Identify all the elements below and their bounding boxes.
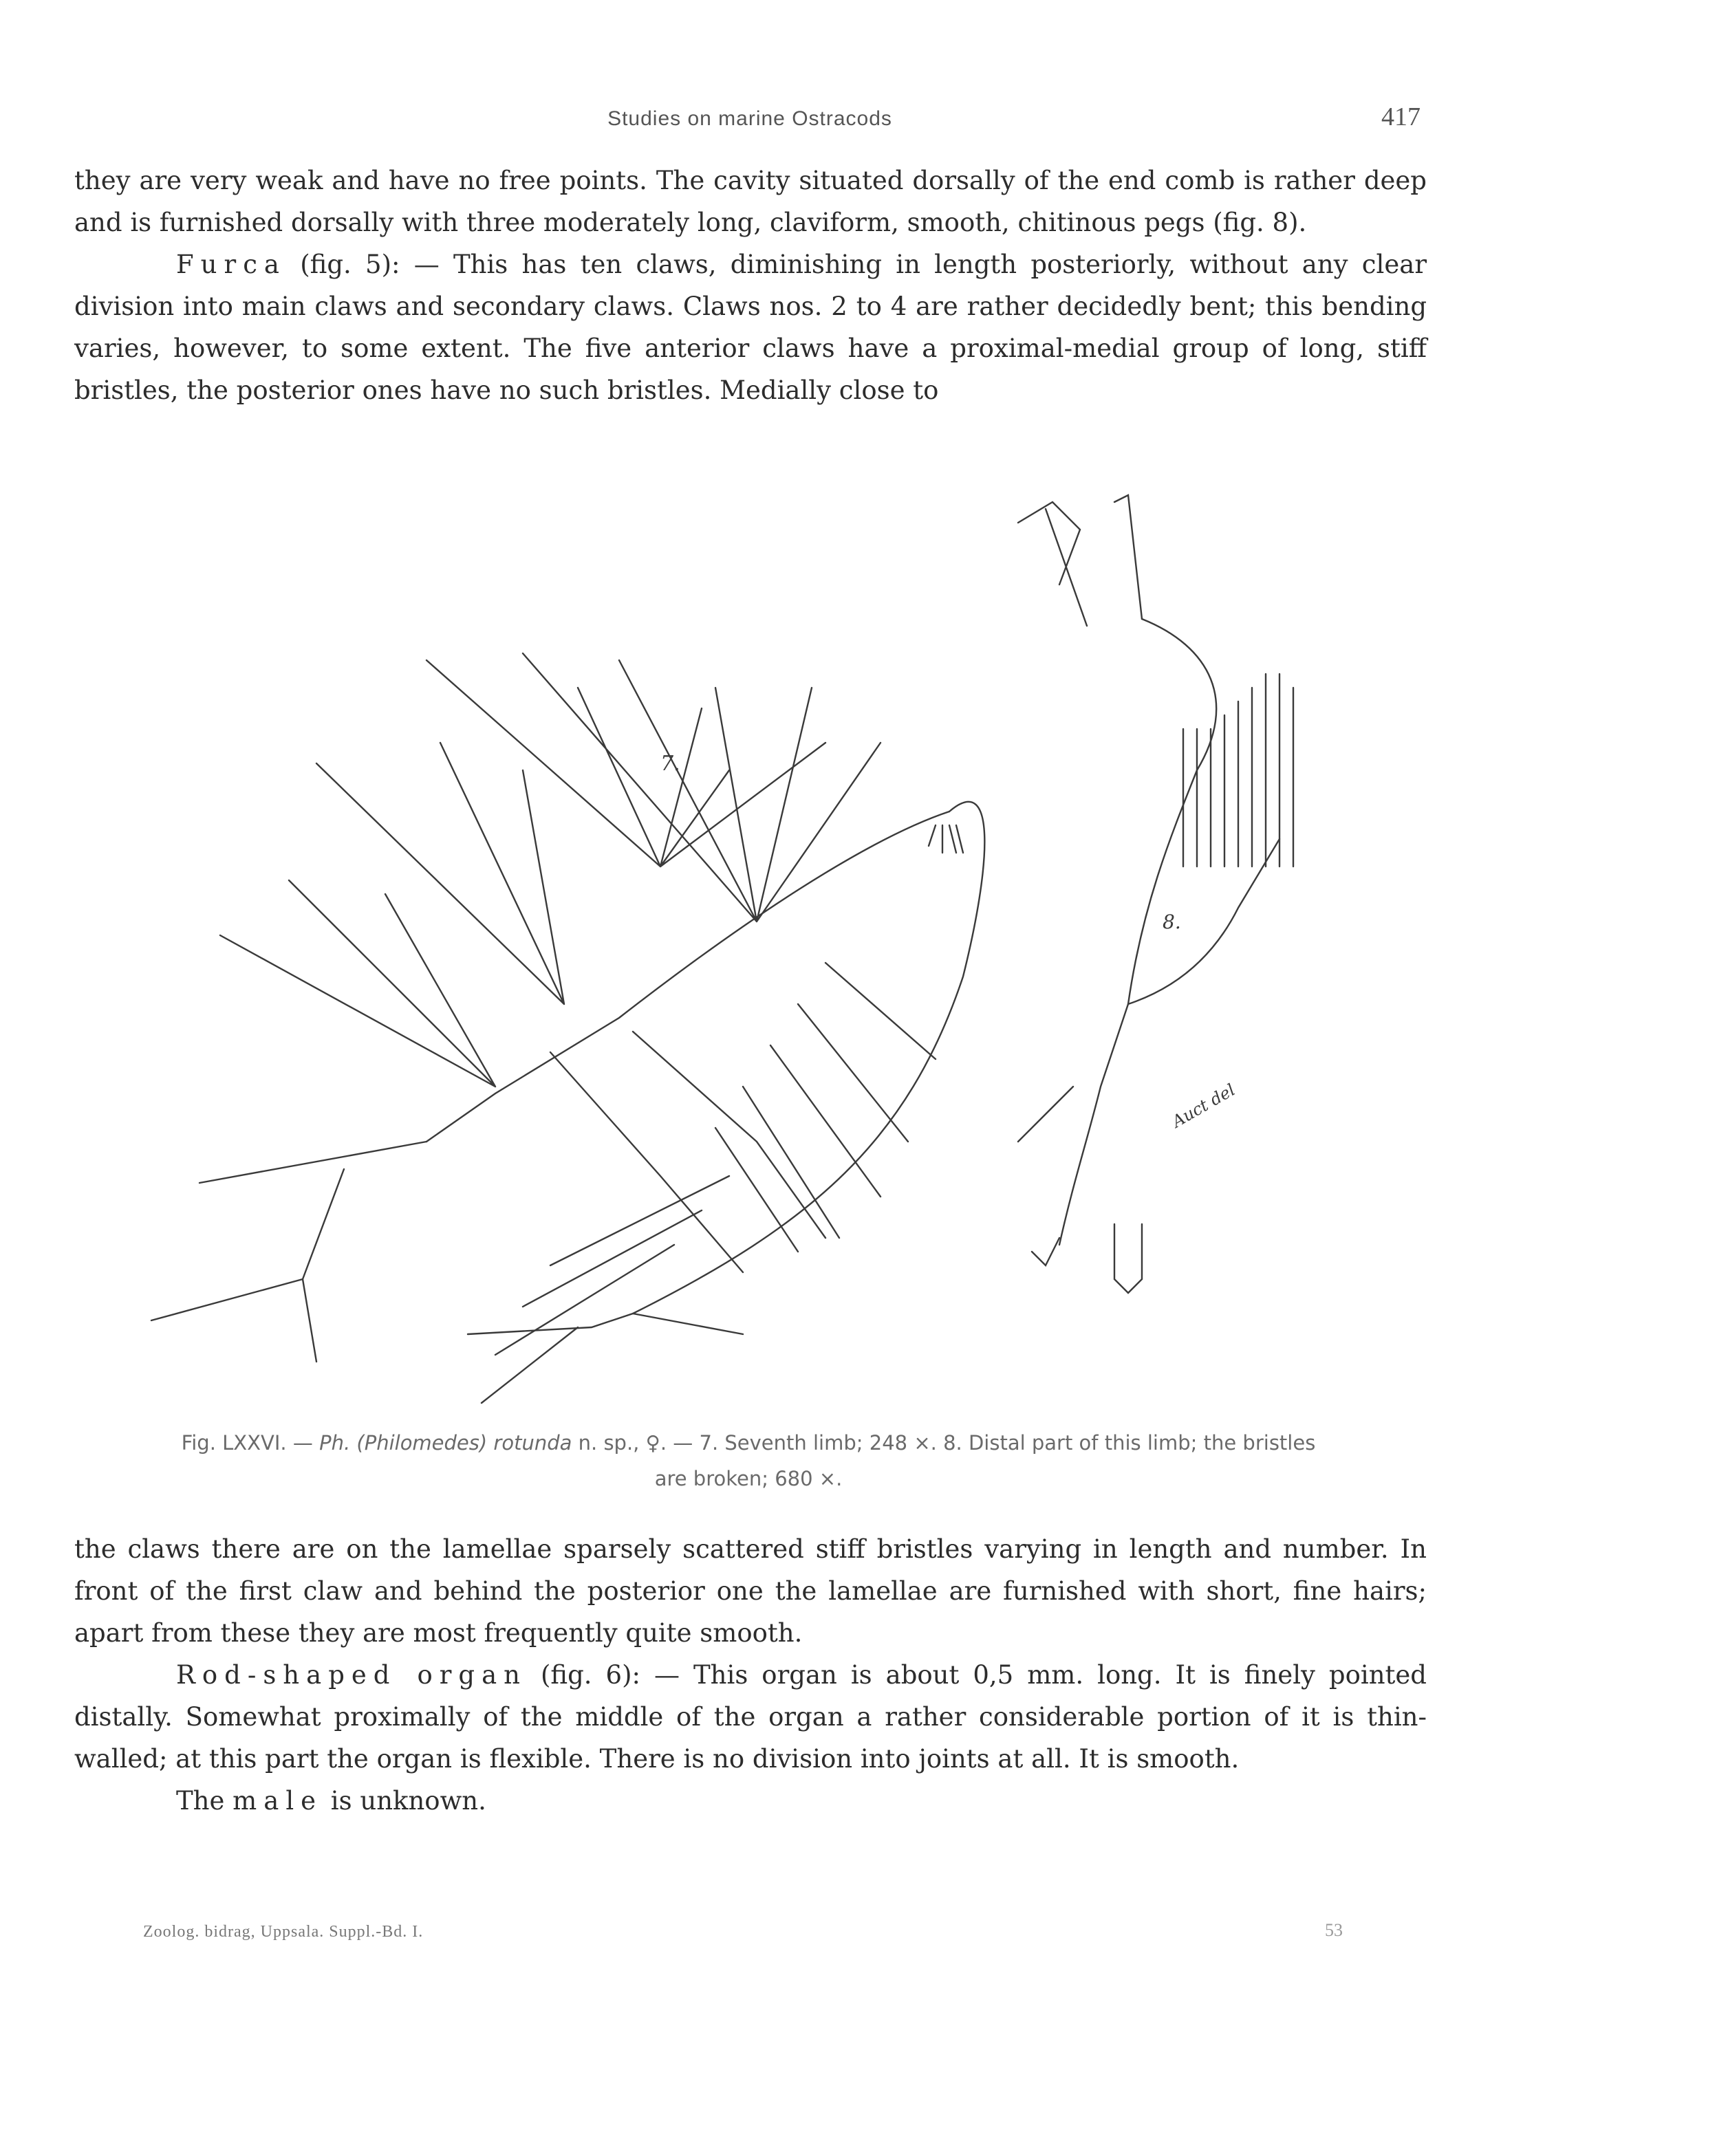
caption-taxon: Ph. (Philomedes) rotunda (319, 1431, 572, 1455)
figure-caption (69, 1425, 1428, 1496)
paragraph-text: The (176, 1786, 233, 1816)
header-title: Studies on marine Ostracods (607, 107, 892, 130)
paragraph (74, 1780, 1427, 1822)
artist-signature: Auct del (1169, 1080, 1239, 1132)
caption-prefix: Fig. LXXVI. — (181, 1431, 320, 1455)
text-block-top (74, 160, 1427, 411)
page-number: 417 (1381, 102, 1421, 131)
caption-line-2: are broken; 680 ×. (654, 1467, 843, 1490)
figure-illustration (138, 481, 1376, 1417)
figure-label-7: 7. (660, 752, 680, 776)
caption-text: n. sp., ♀. — 7. Seventh limb; 248 ×. 8. Distal part of this limb; the bristles (572, 1431, 1316, 1455)
paragraph-text: (fig. 5): — This has ten claws, diminishing in length posteriorly, without any clear division into main claws and secondary claws. Claws nos. 2 to 4 are rather decidedly bent; this bending varies, however, to some extent. The five anterior claws have a proximal-medial group of long, stiff bristles, the posterior ones have no such bristles. Medially close to (74, 250, 1427, 405)
paragraph (74, 1654, 1427, 1780)
figure-label-8: 8. (1163, 911, 1181, 933)
caption-line-1 (69, 1425, 1428, 1461)
paragraph (74, 243, 1427, 411)
paragraph: they are very weak and have no free points. The cavity situated dorsally of the end comb is rather deep and is furnished dorsally with three moderately long, claviform, smooth, chitinous pegs (fig. 8). (74, 166, 1427, 237)
footer-citation: Zoolog. bidrag, Uppsala. Suppl.-Bd. I. (143, 1923, 424, 1941)
paragraph: the claws there are on the lamellae sparsely scattered stiff bristles varying in length and number. In front of the first claw and behind the posterior one the lamellae are furnished with short, fine hairs; apart from these they are most frequently quite smooth. (74, 1534, 1427, 1648)
text-block-bottom (74, 1528, 1427, 1822)
spaced-term: Rod-shaped organ (176, 1660, 527, 1690)
figure-8-drawing (1018, 495, 1293, 1293)
paragraph-text: is unknown. (323, 1786, 486, 1816)
paragraph-text: (fig. 6): — This organ is about 0,5 mm. long. It is finely pointed distally. Somewhat proximally of the middle of the organ a rather considerable portion of it is thin-walled; at this part the organ is flexible. There is no division into joints at all. It is smooth. (74, 1660, 1427, 1774)
spaced-term: male (233, 1786, 323, 1816)
limb-drawing (138, 481, 1376, 1417)
signature-mark: 53 (1325, 1920, 1343, 1940)
figure-7-drawing (151, 653, 984, 1403)
spaced-term: Furca (176, 250, 286, 279)
